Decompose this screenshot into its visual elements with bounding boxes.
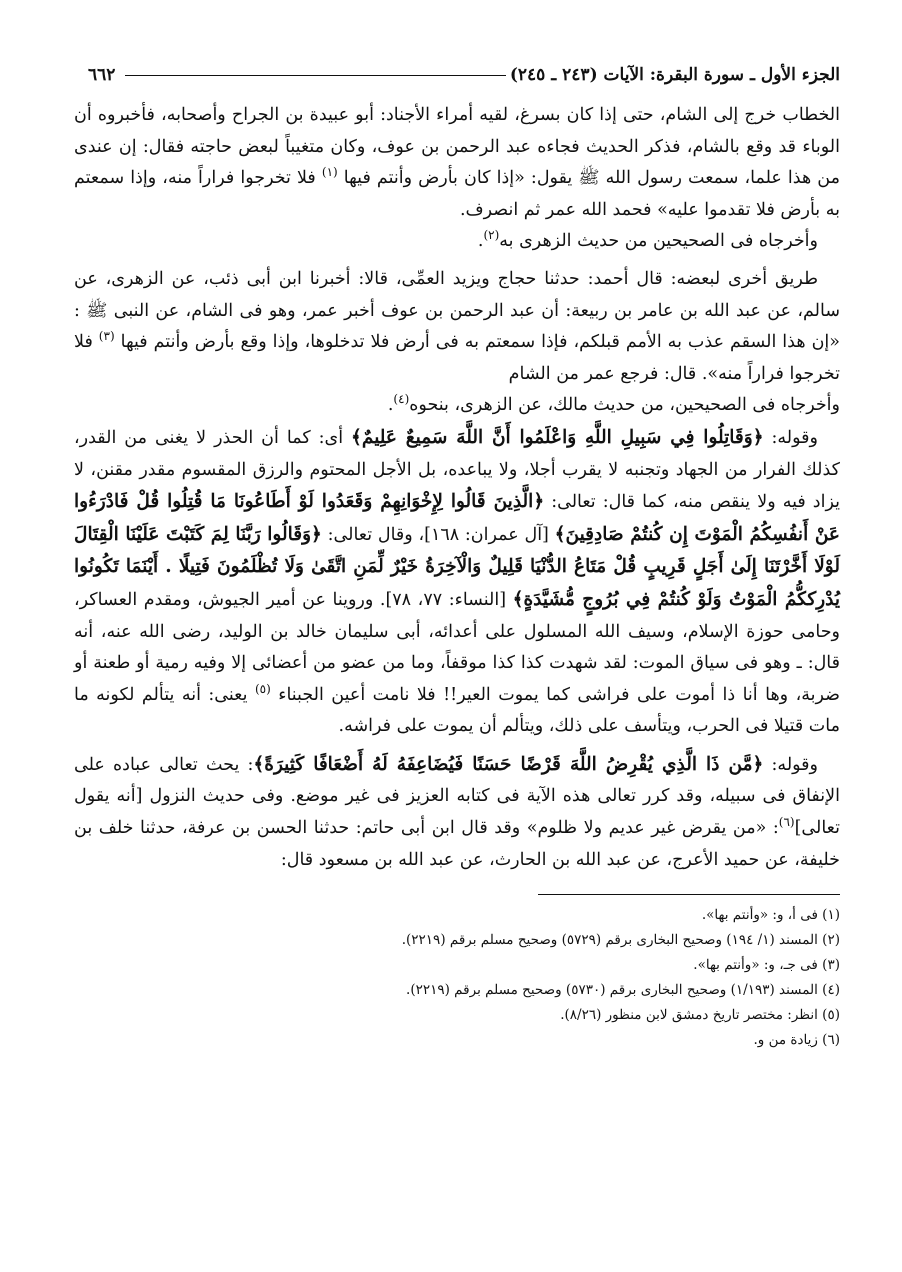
running-header <box>74 60 840 90</box>
quran-verse: ﴿الَّذِينَ قَالُوا لِإِخْوَانِهِمْ وَقَعَدُوا لَوْ أَطَاعُونَا مَا قُتِلُوا قُلْ فَادْرَءُوا عَنْ أَنفُسِكُمُ الْمَوْتَ إِن كُنتُمْ صَادِقِينَ﴾ <box>74 491 840 545</box>
text-run: الخطاب خرج إلى الشام، حتى إذا كان بسرغ، لقيه أمراء الأجناد: أبو عبيدة بن الجراح وأصحابه، فأخبروه أن الوباء قد وقع بالشام، فذكر الحديث فجاءه عبد الرحمن بن عوف، وكان متغيباً لبعض حاجته فقال: إن عندى من هذا علما، سمعت رسول الله ﷺ يقول: «إذا كان بأرض وأنتم فيها <box>74 105 840 189</box>
paragraph <box>74 100 840 226</box>
text-run: : يحث تعالى عباده على الإنفاق فى سبيله، وقد كرر تعالى هذه الآية فى كتابه العزيز فى غير موضع. وفى حديث النزول [أنه يقول تعالى] <box>74 754 840 839</box>
text-run: . <box>387 395 394 416</box>
footnote: (٣) فى جـ، و: «وأنتم بها». <box>693 957 840 974</box>
page-number: ٦٦٢ <box>88 65 116 85</box>
footnote-reference: (٣) <box>98 329 115 344</box>
paragraph <box>74 390 840 422</box>
text-run: فلا تخرجوا فراراً منه». قال: فرجع عمر من الشام <box>74 332 840 384</box>
paragraph <box>74 422 840 743</box>
text-run: . <box>477 231 484 252</box>
book-page <box>74 60 840 1053</box>
footnote-reference: (١) <box>321 165 338 180</box>
paragraph <box>74 264 840 390</box>
quran-verse: ﴿وَقَاتِلُوا فِي سَبِيلِ اللَّهِ وَاعْلَمُوا أَنَّ اللَّهَ سَمِيعٌ عَلِيمٌ﴾ <box>351 426 764 448</box>
text-run: : «من يقرض غير عديم ولا ظلوم» وقد قال ابن أبى حاتم: حدثنا الحسن بن عرفة، حدثنا خلف بن خليفة، عن حميد الأعرج، عن عبد الله بن الحارث، عن عبد الله بن مسعود قال: <box>74 818 840 870</box>
paragraph <box>74 226 840 258</box>
text-run: فلا تخرجوا فراراً منه، وإذا سمعتم به بأرض فلا تقدموا عليه» فحمد الله عمر ثم انصرف. <box>74 168 840 220</box>
quran-verse: ﴿مَّن ذَا الَّذِي يُقْرِضُ اللَّهَ قَرْضًا حَسَنًا فَيُضَاعِفَهُ لَهُ أَضْعَافًا كَثِيرَةً﴾ <box>253 753 764 775</box>
main-text <box>74 100 840 876</box>
text-run: طريق أخرى لبعضه: قال أحمد: حدثنا حجاج ويزيد العمِّى، قالا: أخبرنا ابن أبى ذئب، عن الزهرى، عن سالم، عن عبد الله بن عامر بن ربيعة: أن عبد الرحمن بن عوف أخبر عمر، وهو فى الشام، عن النبى ﷺ : «إن هذا السقم عذب به الأمم قبلكم، فإذا سمعتم به فى أرض فلا تدخلوها، وإذا وقع بأرض وأنتم فيها <box>74 268 840 353</box>
footnote: (٦) زيادة من و. <box>753 1032 840 1049</box>
header-title: الجزء الأول ـ سورة البقرة: الآيات (٢٤٣ ـ ٢٤٥) <box>509 65 840 85</box>
footnote: (٥) انظر: مختصر تاريخ دمشق لابن منظور (٨/٢٦). <box>560 1007 840 1024</box>
text-run: [النساء: ٧٧، ٧٨]. وروينا عن أمير الجيوش، ومقدم العساكر، وحامى حوزة الإسلام، وسيف الله المسلول على أعدائه، أبى سليمان خالد بن الوليد، رضى الله عنه، أنه قال: ـ وهو فى سياق الموت: لقد شهدت كذا كذا موقفاً، وما من عضو من أعضائى إلا وفيه رمية أو طعنة أو ضربة، وها أنا ذا أموت على فراشى كما يموت العير!! فلا نامت أعين الجبناء <box>74 589 840 705</box>
text-run: وأخرجاه فى الصحيحين من حديث الزهرى به <box>499 231 818 252</box>
text-run: وقوله: <box>763 427 818 448</box>
footnote-reference: (٥) <box>254 681 271 696</box>
text-run: يعنى: أنه يتألم لكونه ما مات قتيلا فى الحرب، ويتأسف على ذلك، ويتألم أن يموت على فراشه. <box>74 684 840 737</box>
footnote-reference: (٦) <box>778 815 795 830</box>
footnote-reference: (٤) <box>393 392 410 407</box>
quran-verse: ﴿وَقَالُوا رَبَّنَا لِمَ كَتَبْتَ عَلَيْنَا الْقِتَالَ لَوْلَا أَخَّرْتَنَا إِلَىٰ أَجَلٍ قَرِيبٍ قُلْ مَتَاعُ الدُّنْيَا قَلِيلٌ وَالْآخِرَةُ خَيْرٌ لِّمَنِ اتَّقَىٰ وَلَا تُظْلَمُونَ فَتِيلًا . أَيْنَمَا تَكُونُوا يُدْرِككُّمُ الْمَوْتُ وَلَوْ كُنتُمْ فِي بُرُوجٍ مُّشَيَّدَةٍ﴾ <box>74 523 840 610</box>
footnote-separator <box>538 894 840 895</box>
footnote: (٤) المسند (١/١٩٣) وصحيح البخارى برقم (٥٧٣٠) وصحيح مسلم برقم (٢٢١٩). <box>406 982 840 999</box>
paragraph <box>74 749 840 876</box>
text-run: أى: كما أن الحذر لا يغنى من القدر، كذلك الفرار من الجهاد وتجنبه لا يقرب أجلا، ولا يباعده، بل الأجل المحتوم والرزق المقسوم مقدر مقنن، لا يزاد فيه ولا ينقص منه، كما قال: تعالى: <box>74 427 840 513</box>
footnote-reference: (٢) <box>483 228 500 243</box>
text-run: [آل عمران: ١٦٨]، وقال تعالى: <box>321 524 555 545</box>
text-run: وقوله: <box>763 754 819 775</box>
header-rule <box>125 75 505 76</box>
footnote: (٢) المسند (١/ ١٩٤) وصحيح البخارى برقم (٥٧٢٩) وصحيح مسلم برقم (٢٢١٩). <box>401 932 840 949</box>
text-run: وأخرجاه فى الصحيحين، من حديث مالك، عن الزهرى، بنحوه <box>409 395 840 416</box>
footnote: (١) فى أ، و: «وأنتم بها». <box>701 907 840 924</box>
footnotes <box>74 903 840 1053</box>
